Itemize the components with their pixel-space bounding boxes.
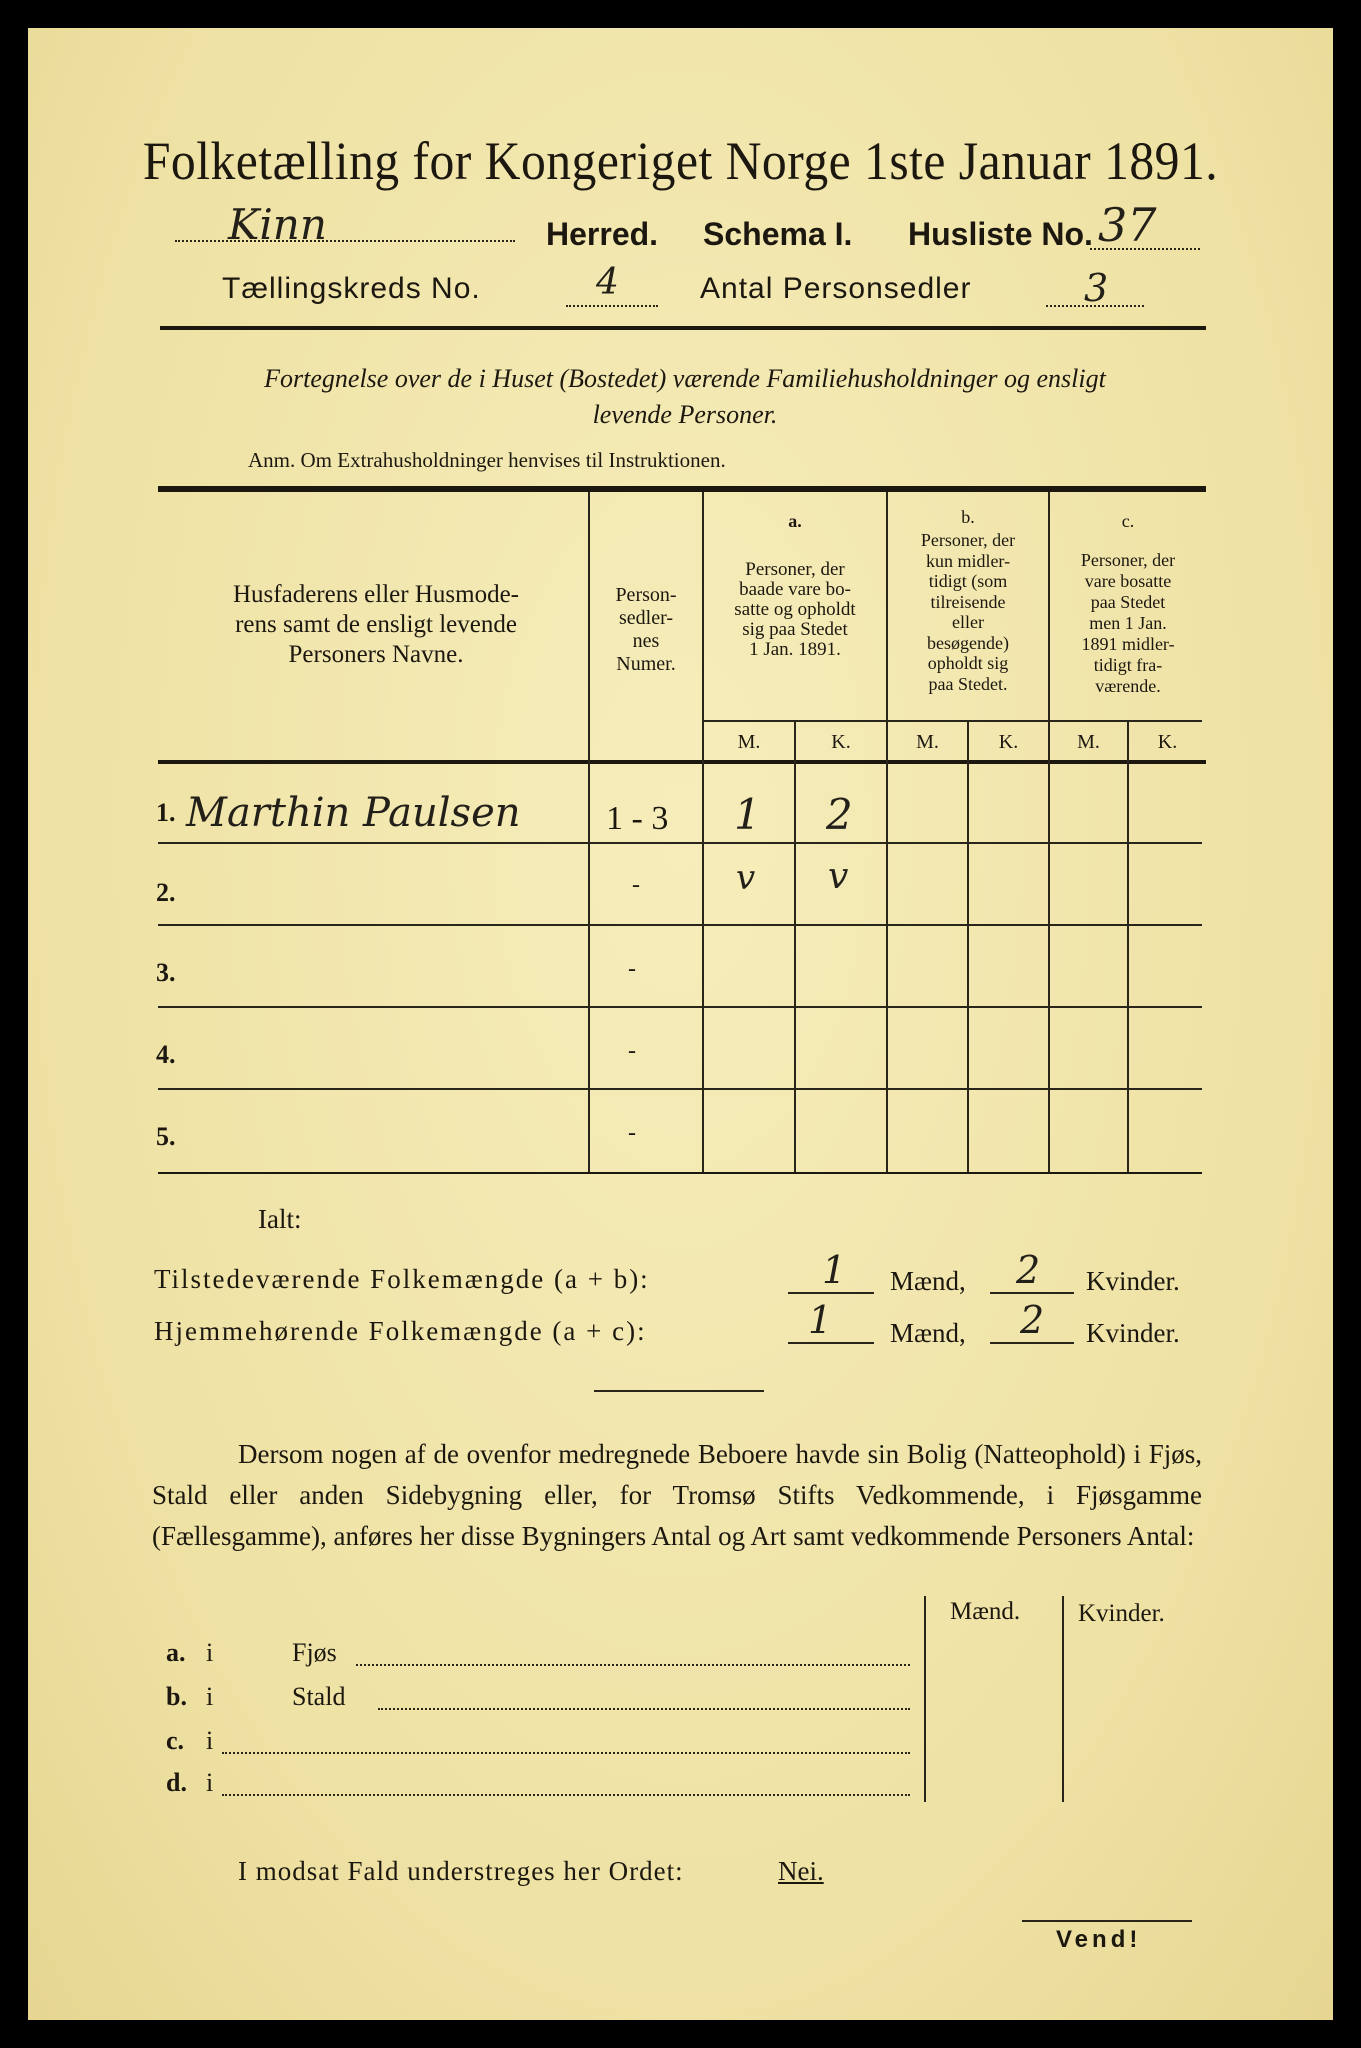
row-person-numbers: - (628, 1120, 636, 1146)
col-divider (967, 722, 969, 1172)
header-line: men 1 Jan. (1089, 613, 1167, 633)
total-resident-kvinder: Kvinder. (1086, 1318, 1180, 1348)
header-line: værende. (1095, 676, 1161, 696)
husliste-label: Husliste No. (908, 216, 1093, 252)
footer-note: I modsat Fald understreges her Ordet: (238, 1856, 684, 1886)
header-line: sedler- (618, 607, 673, 629)
building-row-i: i (206, 1682, 214, 1711)
header-line: baade vare bo- (739, 579, 851, 600)
building-row-i: i (206, 1638, 214, 1667)
header-line: nes (632, 630, 660, 652)
subtitle-line-2: levende Personer. (592, 400, 778, 429)
building-row-letter: d. (166, 1768, 187, 1797)
herred-label: Herred. (546, 216, 659, 252)
row-divider (158, 842, 1202, 844)
building-row-dots (356, 1664, 910, 1666)
vend-rule (1022, 1920, 1192, 1922)
footer-nei: Nei. (778, 1856, 824, 1886)
header-line: 1 Jan. 1891. (749, 639, 841, 660)
header-line: opholdt sig (927, 653, 1009, 673)
buildings-maend-header: Mænd. (950, 1598, 1021, 1625)
section-divider (594, 1390, 764, 1392)
building-row-letter: b. (166, 1682, 187, 1711)
row-name: Marthin Paulsen (186, 790, 521, 836)
building-row-letter: c. (166, 1726, 185, 1755)
husliste-value: 37 (1098, 198, 1157, 252)
building-row-dots (222, 1752, 910, 1754)
col-divider (794, 722, 796, 1172)
herred-dotted-line (175, 240, 515, 242)
sidebuilding-instructions: Dersom nogen af de ovenfor medregnede Beboere havde sin Bolig (Natteophold) i Fjøs, Stald eller anden Sidebygning eller, for Tromsø Stifts Vedkommende, i Fjøsgamme (Fællesgamme), anføres her disse Bygningers Antal og Art samt vedkommende Personers Antal: (152, 1439, 1202, 1551)
subtitle-line-1: Fortegnelse over de i Huset (Bostedet) værende Familiehusholdninger og ensligt (264, 364, 1106, 393)
row-a-m-value: v (736, 858, 756, 898)
header-line: sig paa Stedet (742, 619, 848, 640)
building-row-letter: a. (166, 1638, 186, 1667)
total-present-k-line (990, 1292, 1074, 1294)
row-a-k-value: 2 (826, 790, 853, 839)
kreds-value: 4 (596, 262, 619, 303)
header-line: Husfaderens eller Husmode- (232, 581, 519, 608)
header-line: Personer, der (745, 559, 845, 580)
total-present-m-line (788, 1292, 874, 1294)
total-present-maend: Mænd, (890, 1266, 966, 1296)
building-row-dots (378, 1708, 910, 1710)
row-number: 4. (156, 1040, 176, 1069)
col-b-header (888, 530, 1048, 694)
row-person-numbers: - (632, 872, 640, 898)
col-b-m-label: M. (916, 731, 939, 753)
header-line: rens samt de ensligt levende (235, 611, 517, 638)
row-person-numbers: - (628, 956, 636, 982)
row-divider (158, 1088, 1202, 1090)
antal-value: 3 (1084, 266, 1109, 310)
row-number: 1. (156, 798, 176, 827)
col-a-k-label: K. (831, 731, 851, 753)
col-c-header (1050, 550, 1206, 697)
row-person-numbers: - (628, 1038, 636, 1064)
col-b-letter: b. (961, 507, 975, 527)
total-present-k: 2 (1016, 1248, 1041, 1292)
col-c-m-label: M. (1077, 731, 1100, 753)
total-resident-maend: Mænd, (890, 1318, 966, 1348)
header-line: kun midler- (925, 550, 1011, 571)
header-rule (160, 326, 1206, 330)
row-a-k-value: v (828, 856, 849, 897)
building-row-i: i (206, 1768, 214, 1797)
row-person-numbers: 1 - 3 (606, 800, 669, 837)
schema-label: Schema I. (703, 216, 853, 252)
header-line: Personers Navne. (288, 641, 464, 668)
total-present-kvinder: Kvinder. (1086, 1266, 1180, 1296)
row-divider (158, 924, 1202, 926)
total-present-label: Tilstedeværende Folkemængde (a + b): (154, 1264, 650, 1294)
total-resident-m: 1 (808, 1298, 833, 1342)
table-bottom-rule (158, 1172, 1202, 1174)
building-row-label: Stald (292, 1682, 346, 1711)
header-line: Numer. (616, 653, 676, 675)
herred-value: Kinn (228, 200, 327, 249)
buildings-col-divider (1062, 1596, 1064, 1802)
buildings-col-divider (924, 1596, 926, 1802)
header-line: eller (952, 612, 984, 632)
header-line: Personer, der (1080, 550, 1176, 570)
kreds-dotted-line (566, 305, 658, 307)
kreds-label: Tællingskreds No. (222, 272, 481, 305)
building-row-dots (222, 1794, 910, 1796)
header-line: besøgende) (927, 632, 1009, 653)
total-present-m: 1 (822, 1248, 847, 1292)
header-line: tilreisende (930, 591, 1006, 612)
col-c-letter: c. (1121, 511, 1135, 531)
header-line: 1891 midler- (1081, 634, 1175, 654)
building-row-i: i (206, 1726, 214, 1755)
col-name-header (170, 580, 582, 670)
header-line: tidigt (som (928, 571, 1008, 591)
row-number: 5. (156, 1122, 176, 1151)
header-line: paa Stedet (1090, 592, 1166, 612)
header-line: satte og opholdt (734, 599, 856, 620)
antal-label: Antal Personsedler (700, 272, 972, 305)
col-a-header (704, 560, 886, 660)
header-line: vare bosatte (1084, 571, 1172, 591)
col-c-k-label: K. (1157, 731, 1178, 753)
col-a-m-label: M. (737, 731, 761, 753)
row-divider (158, 1006, 1202, 1008)
header-line: Personer, der (920, 530, 1016, 550)
form-title: Folketælling for Kongeriget Norge 1ste Januar 1891. (142, 131, 1219, 191)
col-divider (1127, 722, 1129, 1172)
row-a-m-value: 1 (734, 790, 761, 839)
col-num-header (590, 584, 702, 676)
buildings-kvinder-header: Kvinder. (1078, 1600, 1165, 1627)
total-resident-m-line (788, 1342, 874, 1344)
mk-header-rule (702, 720, 1202, 722)
row-number: 2. (156, 878, 176, 907)
ialt-label: Ialt: (258, 1204, 302, 1234)
col-b-k-label: K. (998, 731, 1019, 753)
total-resident-k-line (990, 1342, 1074, 1344)
vend-label: Vend! (1056, 1926, 1142, 1953)
building-row-label: Fjøs (292, 1638, 337, 1667)
total-resident-k: 2 (1020, 1298, 1045, 1342)
header-line: tidigt fra- (1093, 655, 1163, 675)
col-a-letter: a. (788, 511, 802, 531)
row-number: 3. (156, 958, 176, 987)
header-line: paa Stedet. (928, 673, 1008, 694)
anm-note: Anm. Om Extrahusholdninger henvises til Instruktionen. (248, 448, 726, 472)
total-resident-label: Hjemmehørende Folkemængde (a + c): (154, 1316, 647, 1346)
header-line: Person- (615, 584, 677, 606)
